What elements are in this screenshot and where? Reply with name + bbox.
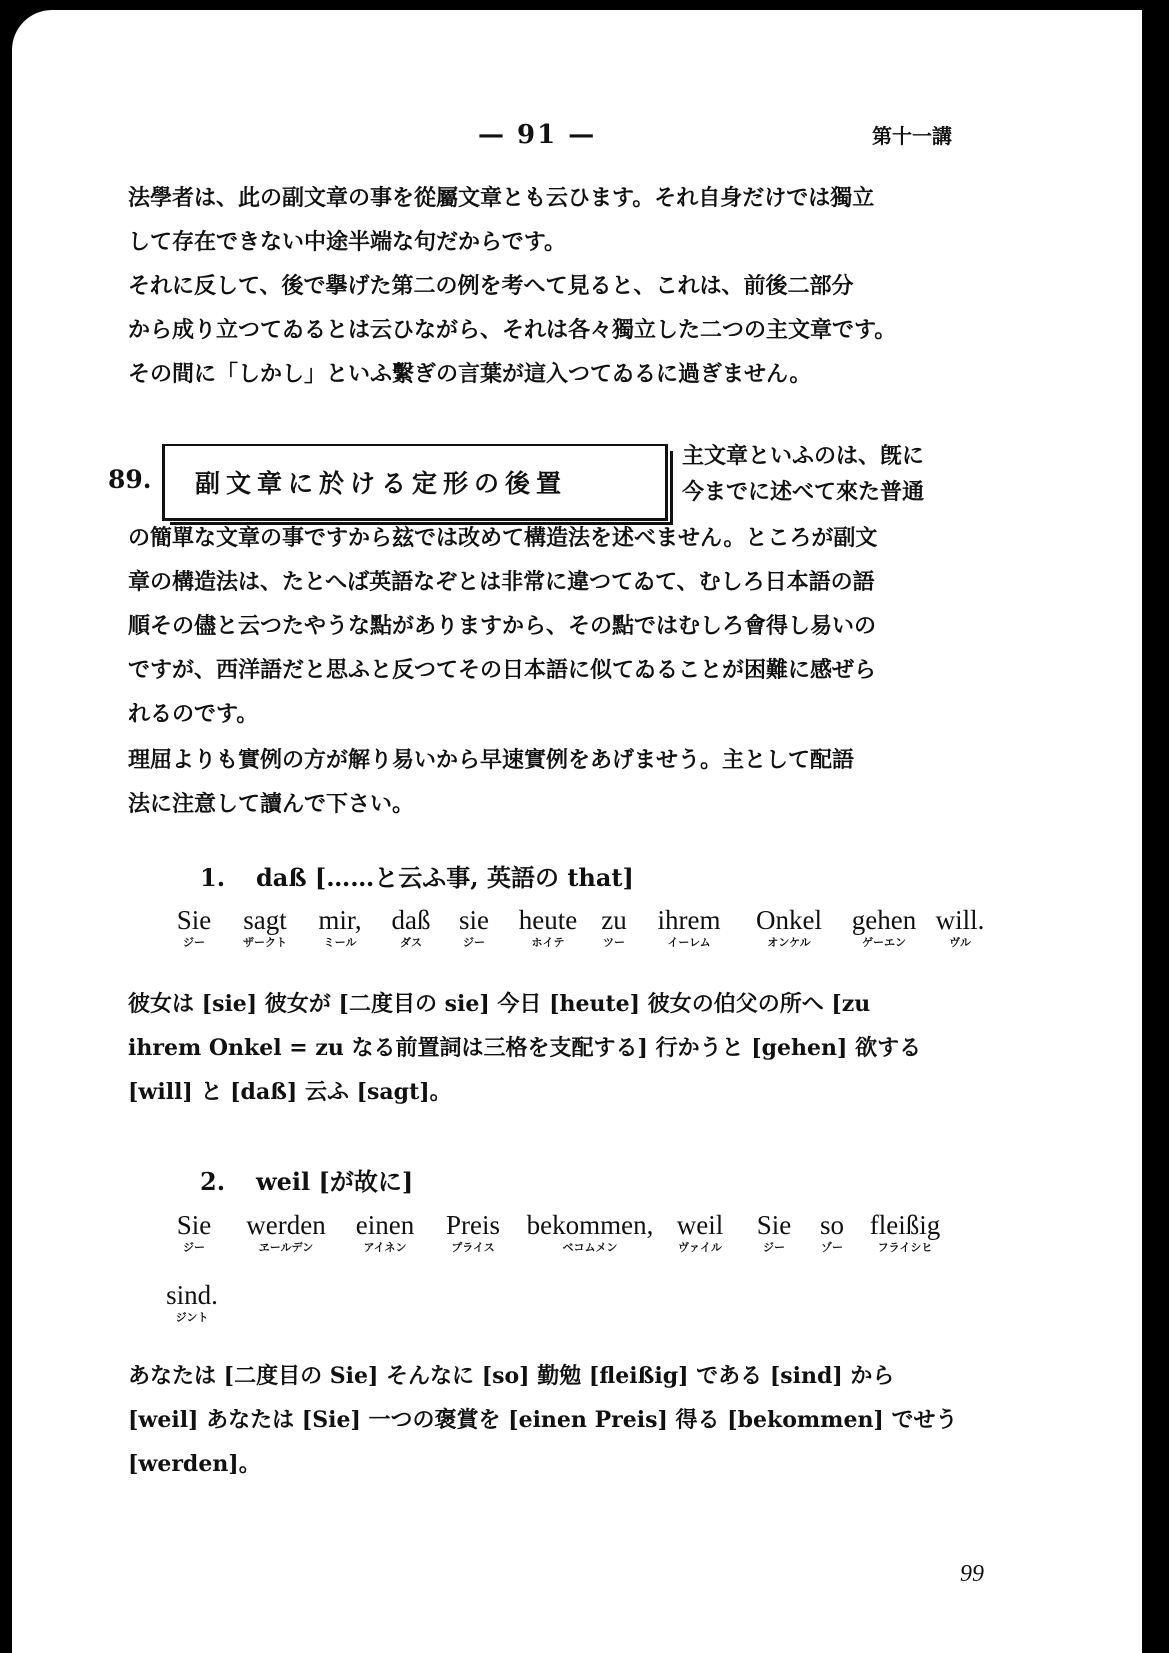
- example-heading: [200, 858, 634, 893]
- explanation-line: 彼女は [sie] 彼女が [二度目の sie] 今日 [heute] 彼女の伯父の所へ [zu: [128, 991, 871, 1017]
- example-title: daß [……と云ふ事, 英語の that]: [256, 863, 634, 892]
- paragraph-line: 章の構造法は、たとへば英語なぞとは非常に違つてゐて、むしろ日本語の語: [128, 569, 875, 595]
- german-word: werden ヱールデン: [246, 1210, 326, 1254]
- german-word: sind. ジント: [166, 1280, 218, 1324]
- paragraph-line: その間に「しかし」といふ繫ぎの言葉が這入つてゐるに過ぎません。: [128, 361, 812, 387]
- explanation-line: [weil] あなたは [Sie] 一つの褒賞を [einen Preis] 得る [bekommen] でせう: [128, 1407, 958, 1433]
- german-word: heute ホイテ: [518, 905, 578, 949]
- german-word: Sie ジー: [756, 1210, 792, 1254]
- example-heading: [200, 1162, 413, 1197]
- german-word: Sie ジー: [176, 1210, 212, 1254]
- german-word: bekommen, ベコムメン: [526, 1210, 654, 1254]
- german-word: so ゾー: [819, 1210, 844, 1254]
- paragraph-line: して存在できない中途半端な句だからです。: [128, 229, 567, 255]
- german-word: fleißig フライシヒ: [869, 1210, 941, 1254]
- explanation-line: ihrem Onkel = zu なる前置詞は三格を支配する] 行かうと [gehen] 欲する: [128, 1035, 922, 1061]
- paragraph-line: の簡單な文章の事ですから玆では改めて構造法を述べません。ところが副文: [128, 525, 878, 551]
- paragraph-line: 法學者は、此の副文章の事を從屬文章とも云ひます。それ自身だけでは獨立: [128, 185, 875, 211]
- german-word: daß ダス: [391, 905, 431, 949]
- example-number: 2.: [200, 1167, 226, 1196]
- german-word: gehen ゲーエン: [851, 905, 917, 949]
- explanation-line: [werden]。: [128, 1451, 261, 1477]
- explanation-line: あなたは [二度目の Sie] そんなに [so] 勤勉 [fleißig] である [sind] から: [128, 1363, 895, 1389]
- example-number: 1.: [200, 863, 226, 892]
- section-side-line: 主文章といふのは、旣に: [682, 443, 925, 469]
- paragraph-line: それに反して、後で擧げた第二の例を考へて見ると、これは、前後二部分: [128, 273, 854, 299]
- paragraph-line: ですが、西洋語だと思ふと反つてその日本語に似てゐることが困難に感ぜら: [128, 657, 877, 683]
- page-header-number: — 91 —: [478, 120, 597, 150]
- paragraph-line: から成り立つてゐるとは云ひながら、それは各々獨立した二つの主文章です。: [128, 317, 897, 343]
- german-word: sie ジー: [459, 905, 489, 949]
- german-word: ihrem イーレム: [657, 905, 721, 949]
- explanation-line: [will] と [daß] 云ふ [sagt]。: [128, 1079, 452, 1105]
- example-title: weil [が故に]: [256, 1167, 414, 1196]
- paragraph-line: 理屈よりも實例の方が解り易いから早速實例をあげませう。主として配語: [128, 747, 855, 773]
- paragraph-line: れるのです。: [128, 701, 259, 727]
- german-word: weil ヴァイル: [676, 1210, 724, 1254]
- section-side-line: 今までに述べて來た普通: [682, 479, 925, 505]
- german-word: sagt ザークト: [243, 905, 287, 949]
- section-title-box: [162, 444, 668, 521]
- german-word: Sie ジー: [176, 905, 212, 949]
- german-word: einen アイネン: [355, 1210, 415, 1254]
- section-number: 89.: [108, 465, 152, 494]
- german-word: will. ヴル: [935, 905, 985, 949]
- paragraph-line: 順その儘と云つたやうな點がありますから、その點ではむしろ會得し易いの: [128, 613, 877, 639]
- section-title: 副文章に於ける定形の後置: [195, 469, 568, 498]
- german-word: Onkel オンケル: [756, 905, 822, 949]
- lecture-title: 第十一講: [872, 124, 952, 148]
- german-word: Preis プライス: [446, 1210, 500, 1254]
- german-word: zu ツー: [601, 905, 627, 949]
- paragraph-line: 法に注意して讀んで下さい。: [128, 791, 415, 817]
- german-word: mir, ミール: [318, 905, 362, 949]
- page-folio: 99: [960, 1561, 984, 1587]
